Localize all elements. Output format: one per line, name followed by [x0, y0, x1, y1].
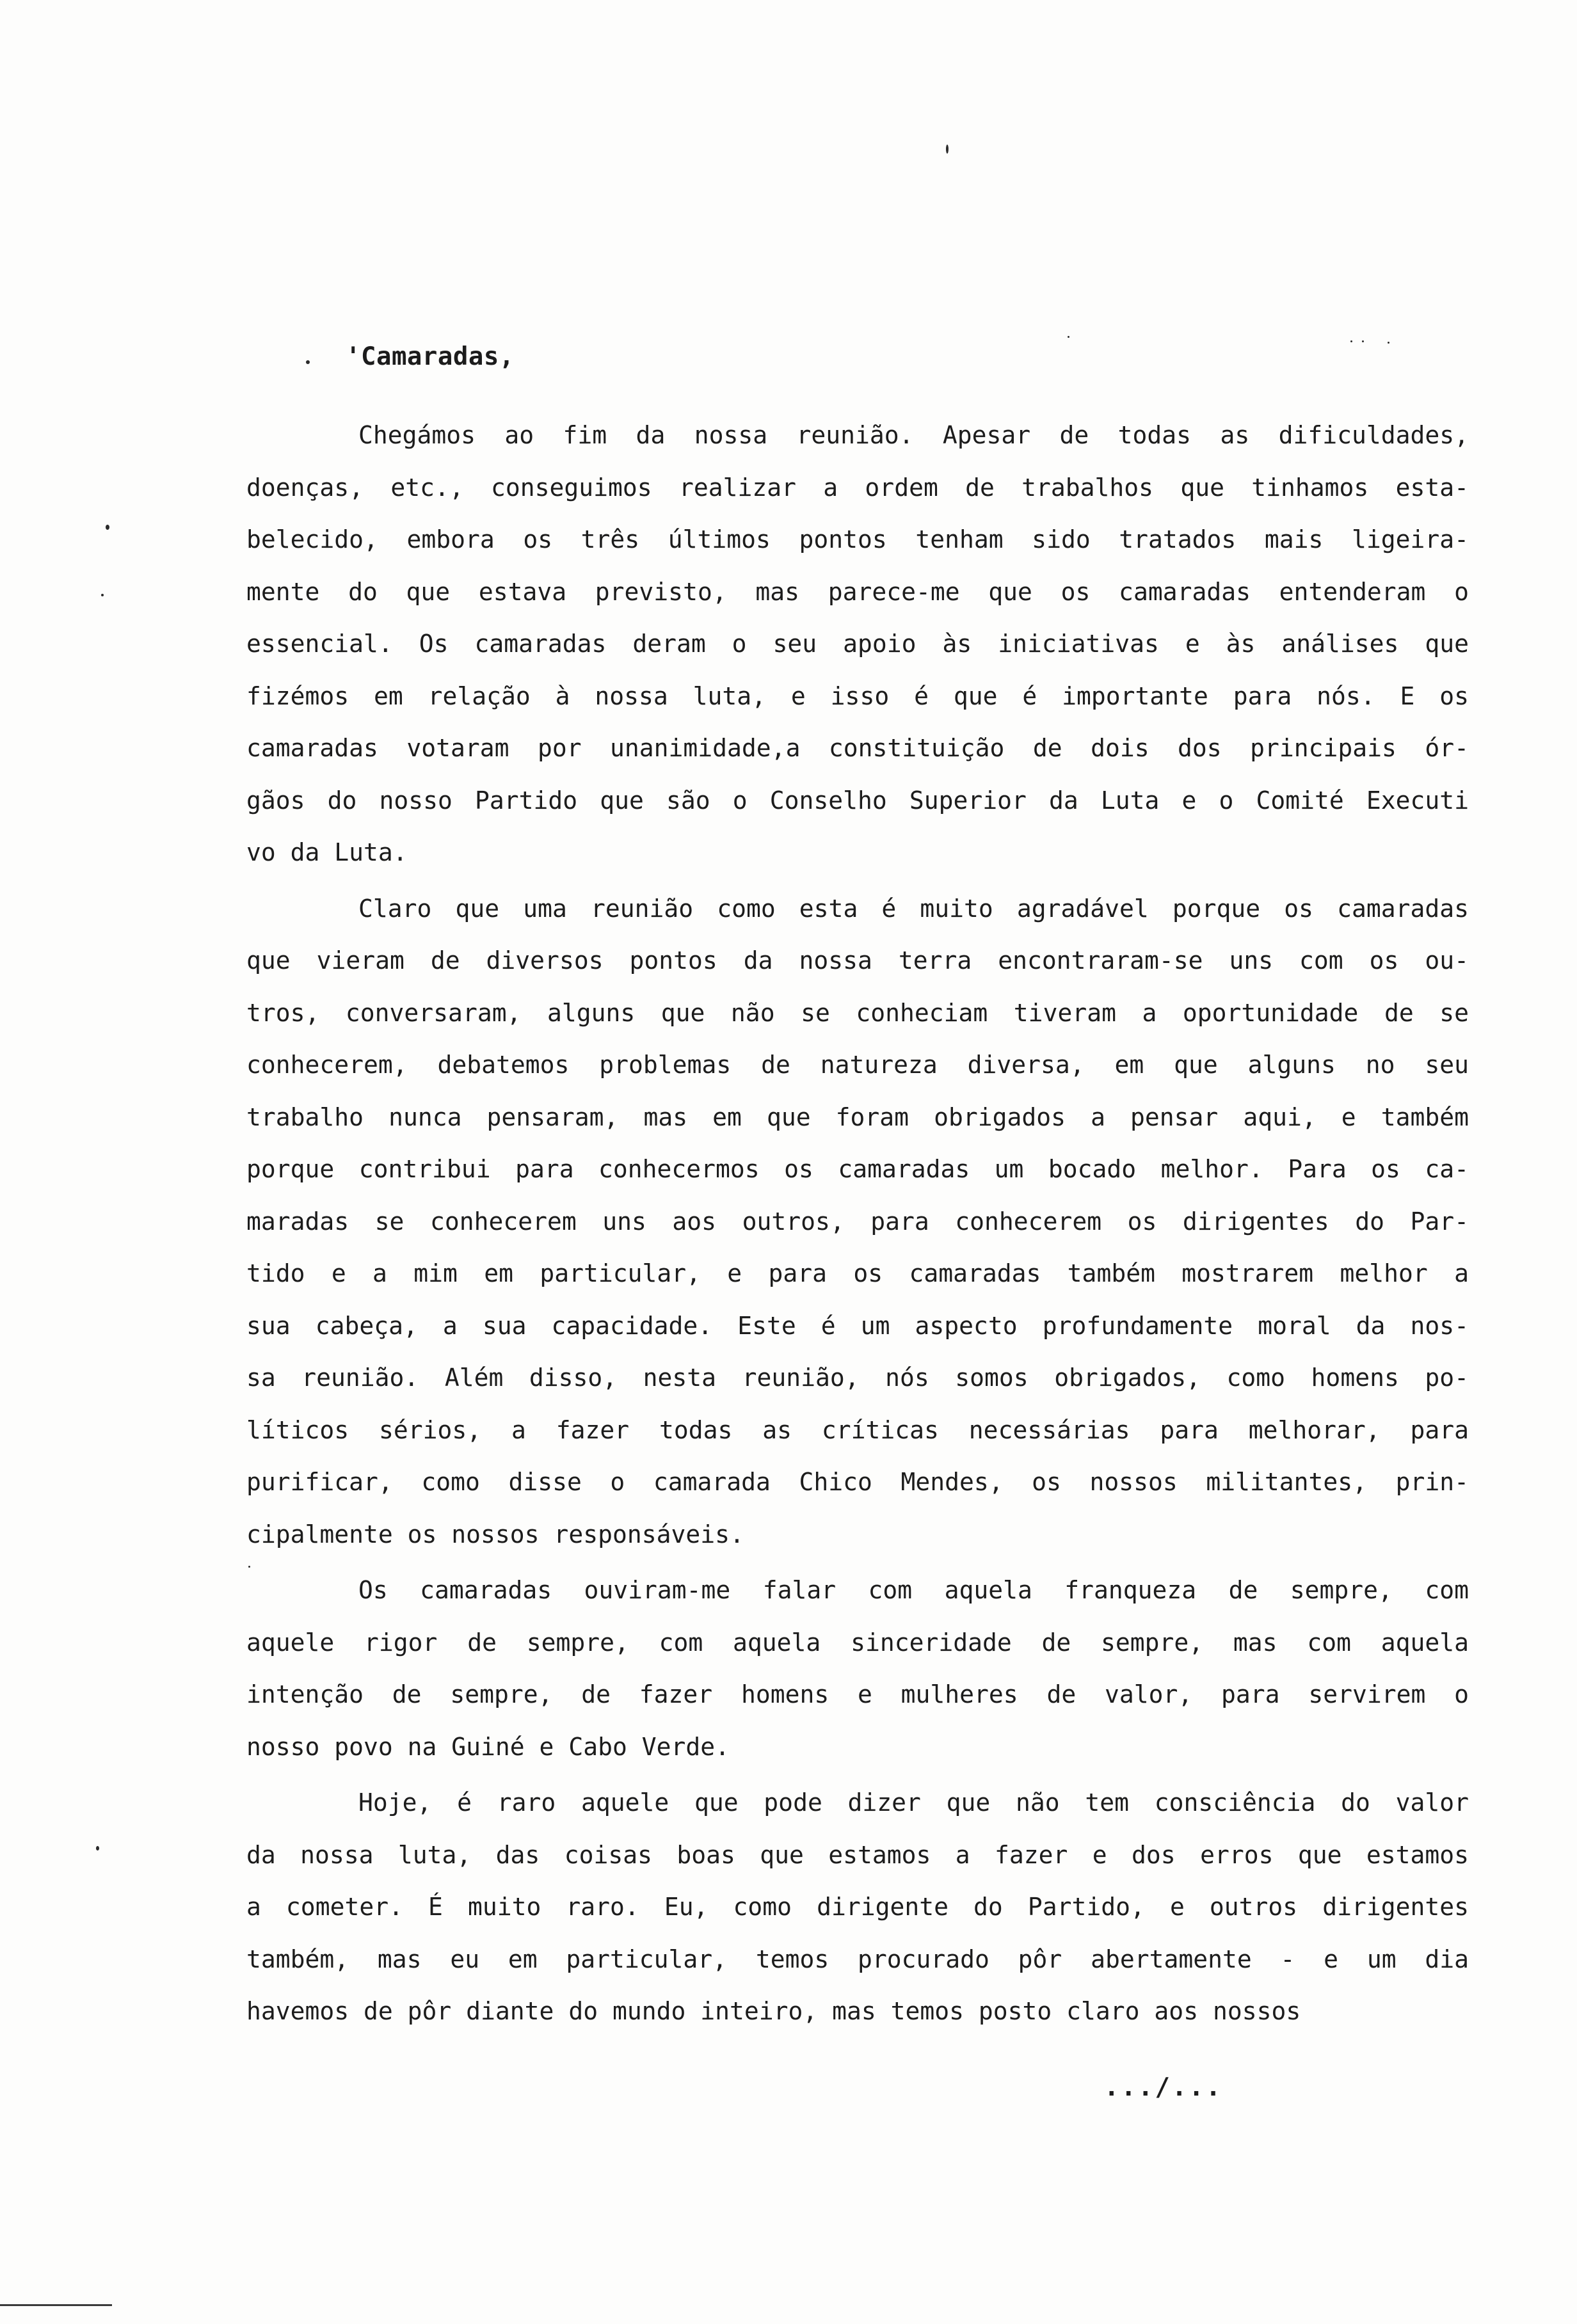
stray-mark [306, 360, 310, 364]
paragraph [246, 410, 1469, 879]
stray-mark [1388, 342, 1389, 344]
text-line: aquele rigor de sempre, com aquela sinceridade de sempre, mas com aquela [246, 1628, 1469, 1657]
text-line: fizémos em relação à nossa luta, e isso é que é importante para nós. E os [246, 681, 1469, 710]
text-line: havemos de pôr diante do mundo inteiro, mas temos posto claro aos nossos [246, 1997, 1301, 2025]
text-line: purificar, como disse o camarada Chico Mendes, os nossos militantes, prin- [246, 1468, 1469, 1496]
paragraph [246, 883, 1469, 1561]
stray-mark [96, 1846, 99, 1850]
text-line: trabalho nunca pensaram, mas em que foram obrigados a pensar aqui, e também [246, 1102, 1469, 1131]
text-line: cipalmente os nossos responsáveis. [246, 1520, 744, 1548]
text-line: Claro que uma reunião como esta é muito agradável porque os camaradas [358, 894, 1469, 923]
stray-mark [1068, 336, 1069, 338]
text-line: vo da Luta. [246, 838, 408, 866]
stray-mark [1362, 340, 1364, 342]
letter-body [246, 410, 1469, 2042]
text-line: Chegámos ao fim da nossa reunião. Apesar de todas as dificuldades, [358, 421, 1469, 449]
text-line: tido e a mim em particular, e para os camaradas também mostrarem melhor a [246, 1259, 1469, 1287]
stray-mark [946, 145, 949, 154]
text-line: a cometer. É muito raro. Eu, como dirigente do Partido, e outros dirigentes [246, 1893, 1469, 1921]
text-line: mente do que estava previsto, mas parece-me que os camaradas entenderam o [246, 577, 1469, 606]
text-line: camaradas votaram por unanimidade,a constituição de dois dos principais ór- [246, 734, 1469, 762]
text-line: da nossa luta, das coisas boas que estamos a fazer e dos erros que estamos [246, 1840, 1469, 1869]
text-line: líticos sérios, a fazer todas as críticas necessárias para melhorar, para [246, 1415, 1469, 1444]
salutation: 'Camaradas, [346, 342, 515, 371]
text-line: nosso povo na Guiné e Cabo Verde. [246, 1732, 730, 1761]
text-line: também, mas eu em particular, temos procurado pôr abertamente - e um dia [246, 1945, 1469, 1973]
text-line: sa reunião. Além disso, nesta reunião, nós somos obrigados, como homens po- [246, 1364, 1469, 1392]
stray-mark [101, 594, 104, 596]
paragraph [246, 1777, 1469, 2038]
edge-rule [0, 2304, 112, 2306]
paragraph [246, 1564, 1469, 1773]
text-line: Hoje, é raro aquele que pode dizer que não tem consciência do valor [358, 1788, 1469, 1817]
text-line: gãos do nosso Partido que são o Conselho Superior da Luta e o Comité Executi [246, 786, 1469, 815]
text-line: maradas se conhecerem uns aos outros, para conhecerem os dirigentes do Par- [246, 1207, 1469, 1236]
text-line: porque contribui para conhecermos os camaradas um bocado melhor. Para os ca- [246, 1155, 1469, 1183]
text-line: belecido, embora os três últimos pontos tenham sido tratados mais ligeira- [246, 525, 1469, 553]
page-continuation-mark: .../... [1104, 2073, 1223, 2102]
text-line: intenção de sempre, de fazer homens e mulheres de valor, para servirem o [246, 1680, 1469, 1708]
stray-mark [1350, 340, 1352, 342]
text-line: Os camaradas ouviram-me falar com aquela franqueza de sempre, com [358, 1576, 1469, 1604]
text-line: tros, conversaram, alguns que não se conheciam tiveram a oportunidade de se [246, 998, 1469, 1027]
text-line: sua cabeça, a sua capacidade. Este é um aspecto profundamente moral da nos- [246, 1311, 1469, 1340]
text-line: doenças, etc., conseguimos realizar a ordem de trabalhos que tinhamos esta- [246, 473, 1469, 502]
text-line: conhecerem, debatemos problemas de natureza diversa, em que alguns no seu [246, 1051, 1469, 1079]
text-line: essencial. Os camaradas deram o seu apoio às iniciativas e às análises que [246, 630, 1469, 658]
stray-mark [106, 525, 109, 530]
text-line: que vieram de diversos pontos da nossa terra encontraram-se uns com os ou- [246, 946, 1469, 975]
